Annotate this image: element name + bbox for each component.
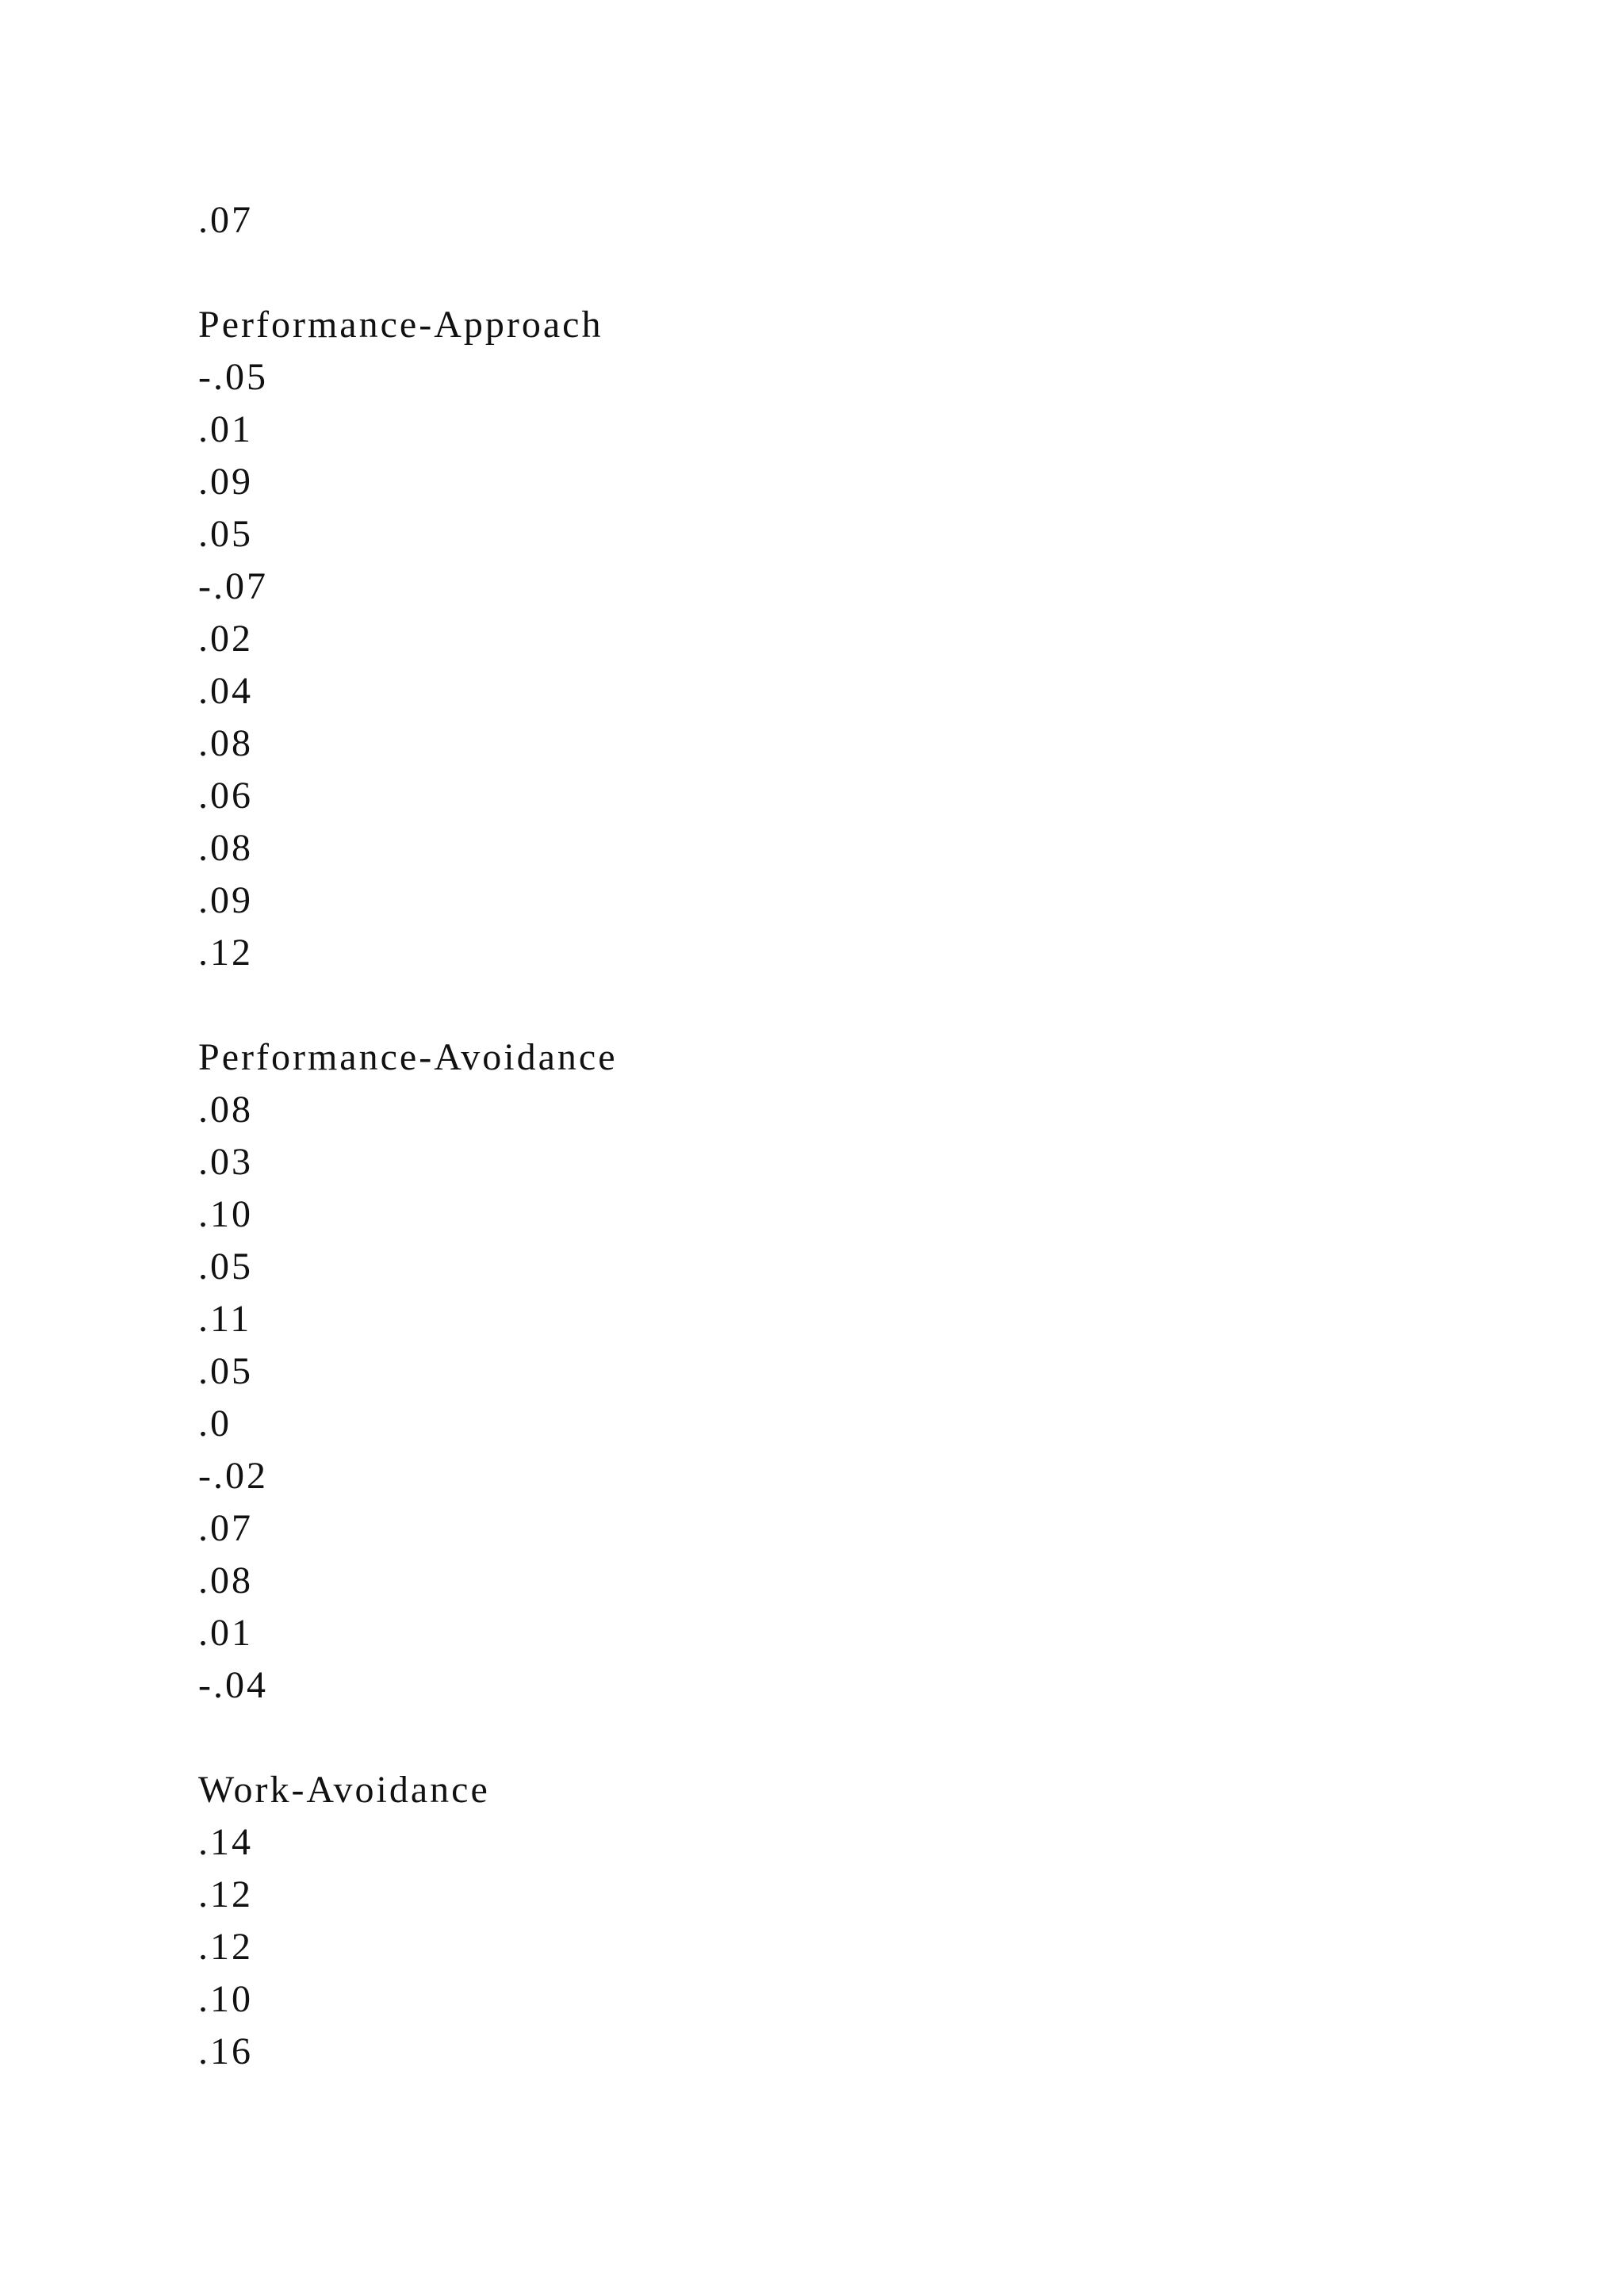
value-line: .02 (198, 618, 253, 660)
section-heading-performance-avoidance: Performance-Avoidance (198, 1036, 618, 1078)
value-line: .05 (198, 1246, 253, 1288)
value-line: .12 (198, 1926, 253, 1968)
value-line: .14 (198, 1821, 253, 1863)
value-line: .07 (198, 1507, 253, 1549)
value-line: .09 (198, 879, 253, 921)
value-line: .03 (198, 1141, 253, 1183)
value-line: .05 (198, 513, 253, 555)
value-line: .01 (198, 408, 253, 450)
value-line: -.02 (198, 1455, 268, 1497)
value-line: .08 (198, 1089, 253, 1131)
document-content (198, 194, 618, 2078)
value-line: .05 (198, 1350, 253, 1392)
value-line: .11 (198, 1298, 252, 1340)
lead-value: .07 (198, 199, 253, 241)
value-line: .10 (198, 1978, 253, 2020)
value-line: .08 (198, 827, 253, 869)
value-line: .12 (198, 1873, 253, 1915)
section-heading-work-avoidance: Work-Avoidance (198, 1769, 490, 1811)
section-heading-performance-approach: Performance-Approach (198, 304, 603, 346)
value-line: .16 (198, 2030, 253, 2072)
value-line: .09 (198, 461, 253, 503)
value-line: .01 (198, 1612, 253, 1654)
value-line: .06 (198, 775, 253, 817)
spacer (198, 979, 618, 1031)
value-line: .0 (198, 1402, 232, 1445)
value-line: .08 (198, 1559, 253, 1601)
value-line: .12 (198, 932, 253, 974)
value-line: .04 (198, 670, 253, 712)
value-line: -.07 (198, 565, 268, 607)
value-line: .10 (198, 1193, 253, 1235)
value-line: -.05 (198, 356, 268, 398)
spacer (198, 247, 618, 299)
spacer (198, 1712, 618, 1764)
value-line: -.04 (198, 1664, 268, 1706)
value-line: .08 (198, 722, 253, 764)
